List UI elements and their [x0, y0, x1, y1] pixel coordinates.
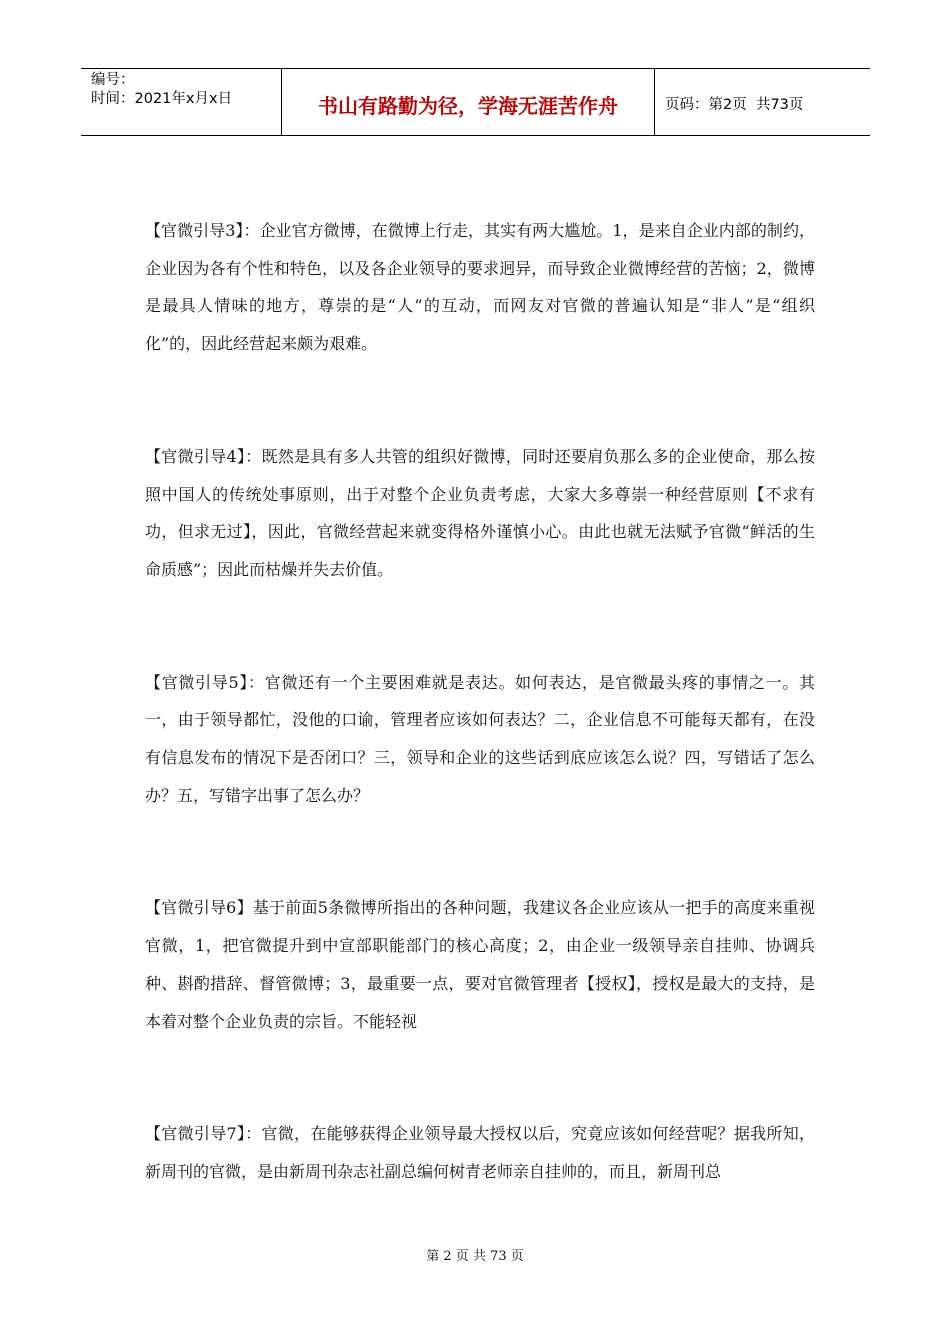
- paragraph-guide-4: 【官微引导4】：既然是具有多人共管的组织好微博，同时还要肩负那么多的企业使命，那么按照中国人的传统处事原则，出于对整个企业负责考虑，大家大多尊崇一种经营原则【不求有功，但求无过】，因此，官微经营起来就变得格外谨慎小心。由此也就无法赋予官微“鲜活的生命质感”；因此而枯燥并失去价值。: [145, 446, 815, 579]
- paragraph-guide-6: 【官微引导6】基于前面5条微博所指出的各种问题，我建议各企业应该从一把手的高度来重视官微，1，把官微提升到中宣部职能部门的核心高度；2，由企业一级领导亲自挂帅、协调兵种、斟酌措辞、督管微博；3，最重要一点，要对官微管理者【授权】，授权是最大的支持，是本着对整个企业负责的宗旨。不能轻视: [145, 898, 815, 1031]
- page-header: [81, 68, 870, 136]
- document-number-label: 编号：: [91, 72, 135, 88]
- header-page-info: 页码：第2页 共73页: [665, 96, 804, 113]
- document-time-label: 时间：2021年x月x日: [91, 91, 233, 107]
- header-meta: [81, 69, 282, 135]
- header-motto: 书山有路勤为径，学海无涯苦作舟: [282, 69, 655, 135]
- document-body: [145, 212, 815, 1266]
- paragraph-guide-7: 【官微引导7】：官微，在能够获得企业领导最大授权以后，究竟应该如何经营呢？据我所知，新周刊的官微，是由新周刊杂志社副总编何树青老师亲自挂帅的，而且，新周刊总: [145, 1124, 815, 1181]
- paragraph-guide-5: 【官微引导5】：官微还有一个主要困难就是表达。如何表达，是官微最头疼的事情之一。其一，由于领导都忙，没他的口谕，管理者应该如何表达？二，企业信息不可能每天都有，在没有信息发布的情况下是否闭口？三，领导和企业的这些话到底应该怎么说？四，写错话了怎么办？五，写错字出事了怎么办？: [145, 672, 815, 805]
- page-footer: 第 2 页 共 73 页: [426, 1249, 524, 1264]
- paragraph-guide-3: 【官微引导3】：企业官方微博，在微博上行走，其实有两大尴尬。1，是来自企业内部的制约，企业因为各有个性和特色，以及各企业领导的要求迥异，而导致企业微博经营的苦恼；2，微博是最具人情味的地方，尊崇的是“人”的互动，而网友对官微的普遍认知是“非人”是“组织化”的，因此经营起来颇为艰难。: [145, 221, 815, 354]
